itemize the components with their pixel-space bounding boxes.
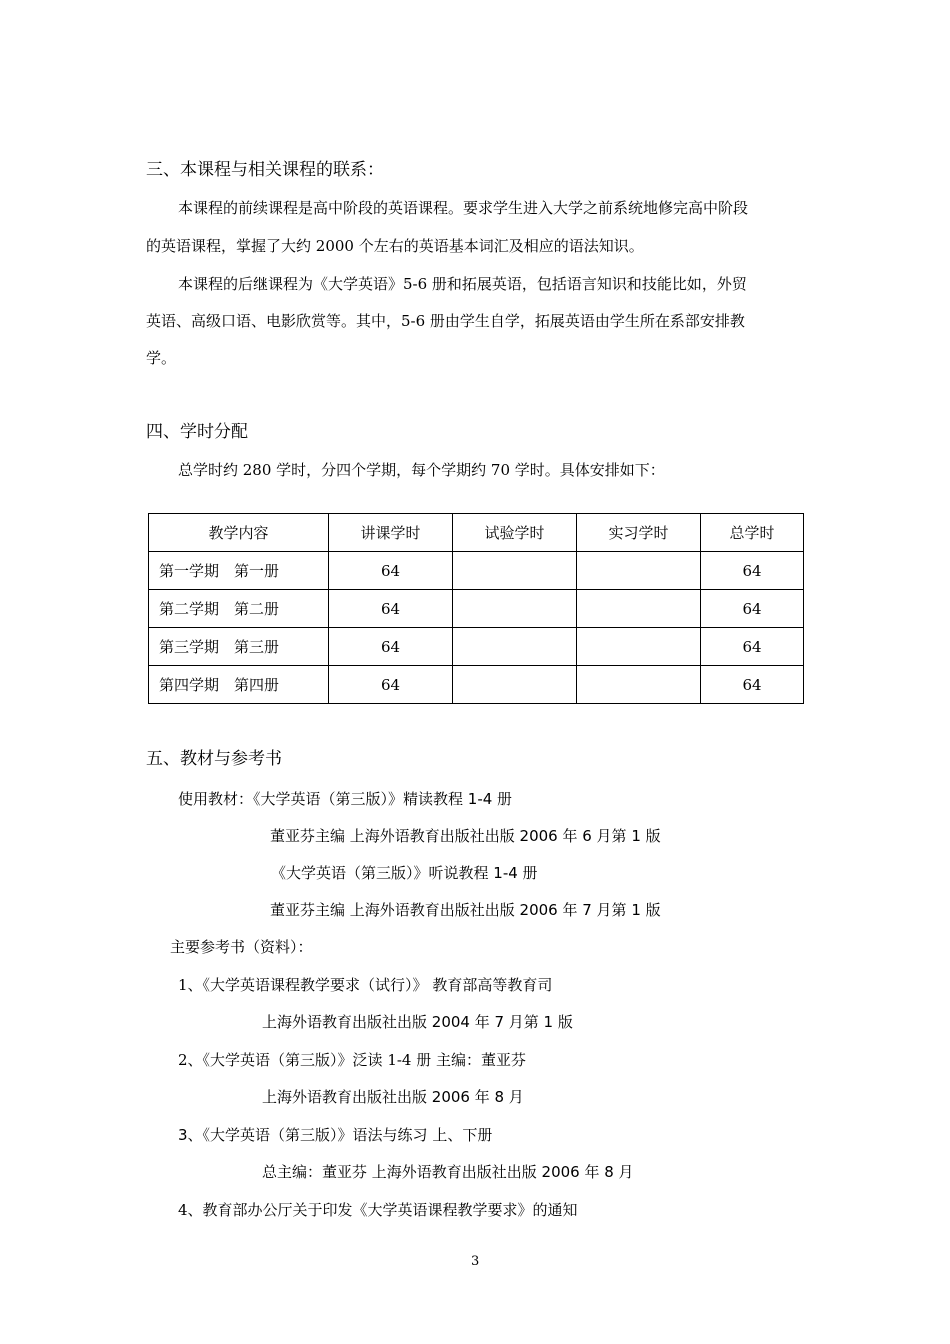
header-total: 总学时 (701, 514, 804, 552)
hours-table (148, 513, 804, 704)
textbook2-title: 《大学英语（第三版）》听说教程 1-4 册 (271, 864, 538, 882)
cell-practice (577, 666, 701, 704)
section4-intro: 总学时约 280 学时，分四个学期，每个学期约 70 学时。具体安排如下： (178, 461, 665, 479)
section3-para1-line1: 本课程的前续课程是高中阶段的英语课程。要求学生进入大学之前系统地修完高中阶段 (178, 199, 749, 217)
reference-1-publisher: 上海外语教育出版社出版 2004 年 7 月第 1 版 (262, 1013, 573, 1031)
cell-lecture: 64 (329, 552, 453, 590)
header-content: 教学内容 (149, 514, 329, 552)
section5-heading: 五、教材与参考书 (146, 749, 282, 769)
header-lecture: 讲课学时 (329, 514, 453, 552)
reference-4: 4、教育部办公厅关于印发《大学英语课程教学要求》的通知 (178, 1201, 578, 1219)
section3-heading: 三、本课程与相关课程的联系： (146, 160, 384, 180)
section3-para2-line3: 学。 (146, 349, 177, 367)
cell-lecture: 64 (329, 590, 453, 628)
cell-practice (577, 628, 701, 666)
header-practice: 实习学时 (577, 514, 701, 552)
cell-content: 第一学期 第一册 (149, 552, 329, 590)
section3-para1-line2: 的英语课程，掌握了大约 2000 个左右的英语基本词汇及相应的语法知识。 (146, 237, 644, 255)
section3-para2-line1: 本课程的后继课程为《大学英语》5-6 册和拓展英语，包括语言知识和技能比如，外贸 (178, 275, 747, 293)
cell-experiment (453, 628, 577, 666)
cell-content: 第四学期 第四册 (149, 666, 329, 704)
reference-1: 1、《大学英语课程教学要求（试行）》 教育部高等教育司 (178, 976, 553, 994)
textbook1-title: 使用教材：《大学英语（第三版）》精读教程 1-4 册 (178, 790, 513, 808)
cell-content: 第二学期 第二册 (149, 590, 329, 628)
table-row (149, 552, 804, 590)
cell-lecture: 64 (329, 628, 453, 666)
section3-para2-line2: 英语、高级口语、电影欣赏等。其中，5-6 册由学生自学，拓展英语由学生所在系部安排教 (146, 312, 745, 330)
reference-2-publisher: 上海外语教育出版社出版 2006 年 8 月 (262, 1088, 524, 1106)
cell-practice (577, 590, 701, 628)
cell-total: 64 (701, 590, 804, 628)
page-number: 3 (471, 1254, 480, 1269)
header-experiment: 试验学时 (453, 514, 577, 552)
cell-practice (577, 552, 701, 590)
cell-experiment (453, 552, 577, 590)
cell-total: 64 (701, 628, 804, 666)
reference-2: 2、《大学英语（第三版）》泛读 1-4 册 主编：董亚芬 (178, 1051, 527, 1069)
cell-experiment (453, 590, 577, 628)
section4-heading: 四、学时分配 (146, 422, 248, 442)
table-row (149, 666, 804, 704)
reference-3: 3、《大学英语（第三版）》语法与练习 上、下册 (178, 1126, 493, 1144)
references-heading: 主要参考书（资料）： (170, 938, 313, 956)
cell-lecture: 64 (329, 666, 453, 704)
textbook2-publisher: 董亚芬主编 上海外语教育出版社出版 2006 年 7 月第 1 版 (270, 901, 661, 919)
table-row (149, 590, 804, 628)
cell-experiment (453, 666, 577, 704)
cell-content: 第三学期 第三册 (149, 628, 329, 666)
table-header-row (149, 514, 804, 552)
reference-3-publisher: 总主编：董亚芬 上海外语教育出版社出版 2006 年 8 月 (262, 1163, 634, 1181)
textbook1-publisher: 董亚芬主编 上海外语教育出版社出版 2006 年 6 月第 1 版 (270, 827, 661, 845)
table-row (149, 628, 804, 666)
cell-total: 64 (701, 552, 804, 590)
cell-total: 64 (701, 666, 804, 704)
